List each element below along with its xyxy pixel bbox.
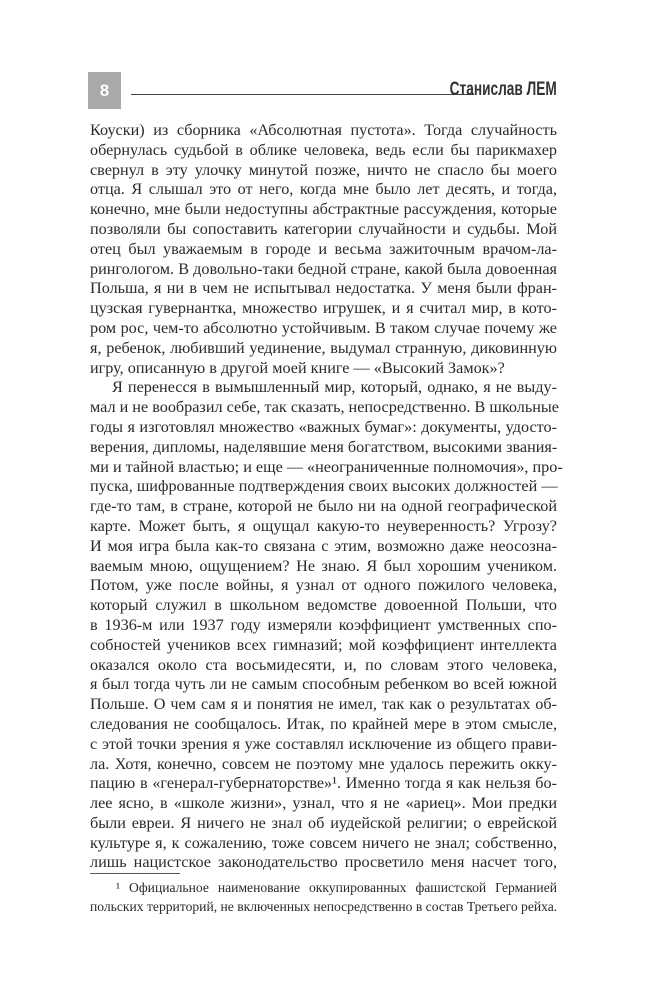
text-line: Коуски) из сборника «Абсолютная пустота». Тогда случайность bbox=[90, 121, 557, 139]
text-line: ми и тайной властью; и еще — «неограниченные полномочия», про- bbox=[90, 457, 563, 476]
text-line: отец был уважаемым в городе и весьма зажиточным врачом-ла- bbox=[90, 239, 557, 258]
text-line: Потом, уже после войны, я узнал от одного пожилого человека, bbox=[90, 576, 557, 595]
text-line: ром рос, чем-то абсолютно устойчивым. В таком случае почему же bbox=[90, 318, 557, 337]
text-line: который служил в школьном ведомстве довоенной Польши, что bbox=[90, 596, 557, 615]
text-line: где-то там, в стране, которой не было ни на одной географической bbox=[90, 497, 557, 516]
text-line: Польше. О чем сам я и понятия не имел, так как о результатах об- bbox=[90, 695, 557, 714]
footnote-line: ¹ Официальное наименование оккупированных фашистской Германией bbox=[116, 880, 557, 895]
page-number: 8 bbox=[88, 72, 121, 109]
text-line: Польша, я ни в чем не испытывал недостатка. У меня были фран- bbox=[90, 279, 557, 298]
text-line: собностей учеников всех гимназий; мой коэффициент интеллекта bbox=[90, 635, 557, 654]
text-line: следования не сообщалось. Итак, по крайней мере в этом смысле, bbox=[90, 714, 557, 733]
footnote-line: польских территорий, не включенных непосредственно в состав Третьего рейха. bbox=[90, 899, 558, 914]
text-line: культуре я, к сожалению, тоже совсем ничего не знал; собственно, bbox=[90, 833, 557, 852]
text-line: пацию в «генерал-губернаторстве»¹. Именно тогда я как нельзя бо- bbox=[90, 774, 557, 793]
text-line: ваемым мною, ощущением? Не знаю. Я был хорошим учеником. bbox=[90, 556, 557, 575]
text-line: с этой точки зрения я уже составлял исключение из общего прави- bbox=[90, 734, 557, 753]
text-line: лишь нацистское законодательство просветило меня насчет того, bbox=[90, 853, 557, 872]
text-line: оказался около ста восьмидесяти, и, по словам этого человека, bbox=[90, 655, 557, 674]
footnote-rule bbox=[90, 873, 180, 874]
text-line: обернулась судьбой в облике человека, ведь если бы парикмахер bbox=[90, 140, 557, 159]
text-line: И моя игра была как-то связана с этим, возможно даже неосозна- bbox=[90, 536, 557, 555]
text-line: я был тогда чуть ли не самым способным ребенком во всей южной bbox=[90, 675, 557, 694]
text-line: позволяли бы сопоставить категории случайности и судьбы. Мой bbox=[90, 219, 557, 238]
text-line: мал и не вообразил себе, так сказать, непосредственно. В школьные bbox=[90, 398, 559, 417]
text-line: карте. Может быть, я ощущал какую-то неуверенность? Угрозу? bbox=[90, 516, 557, 535]
header-rule bbox=[131, 94, 474, 95]
text-line: в 1936-м или 1937 году измеряли коэффициент умственных спо- bbox=[90, 615, 557, 634]
paragraph bbox=[90, 378, 563, 873]
text-line: ла. Хотя, конечно, совсем не поэтому мне удалось пережить окку- bbox=[90, 754, 557, 773]
text-line: годы я изготовлял множество «важных бумаг»: документы, удосто- bbox=[90, 417, 557, 436]
paragraph bbox=[90, 121, 557, 378]
text-line: отца. Я слышал это от него, когда мне было лет десять, и тогда, bbox=[90, 180, 557, 199]
text-line: пуска, шифрованные подтверждения своих высоких должностей — bbox=[90, 477, 558, 496]
text-line: свернул в эту улочку минутой позже, ничто не спасло бы моего bbox=[90, 160, 557, 179]
text-line: я, ребенок, любивший уединение, выдумал странную, диковинную bbox=[90, 338, 557, 357]
text-line: рингологом. В довольно-таки бедной стране, какой была довоенная bbox=[90, 259, 557, 278]
running-head-author: Станислав ЛЕМ bbox=[449, 79, 557, 100]
footnote bbox=[90, 878, 557, 916]
text-line: лее ясно, в «школе жизни», узнал, что я не «ариец». Мои предки bbox=[90, 794, 557, 813]
text-line: цузская гувернантка, множество игрушек, и я считал мир, в кото- bbox=[90, 299, 557, 318]
text-line: конечно, мне были недоступны абстрактные рассуждения, которые bbox=[90, 200, 557, 219]
text-line: верения, дипломы, наделявшие меня богатством, высокими звания- bbox=[90, 437, 558, 456]
body-text bbox=[90, 121, 563, 873]
text-line: игру, описанную в другой моей книге — «Высокий Замок»? bbox=[90, 358, 505, 377]
text-line: были евреи. Я ничего не знал об иудейской религии; о еврейской bbox=[90, 813, 557, 832]
text-line: Я перенесся в вымышленный мир, который, однако, я не выду- bbox=[112, 378, 557, 397]
